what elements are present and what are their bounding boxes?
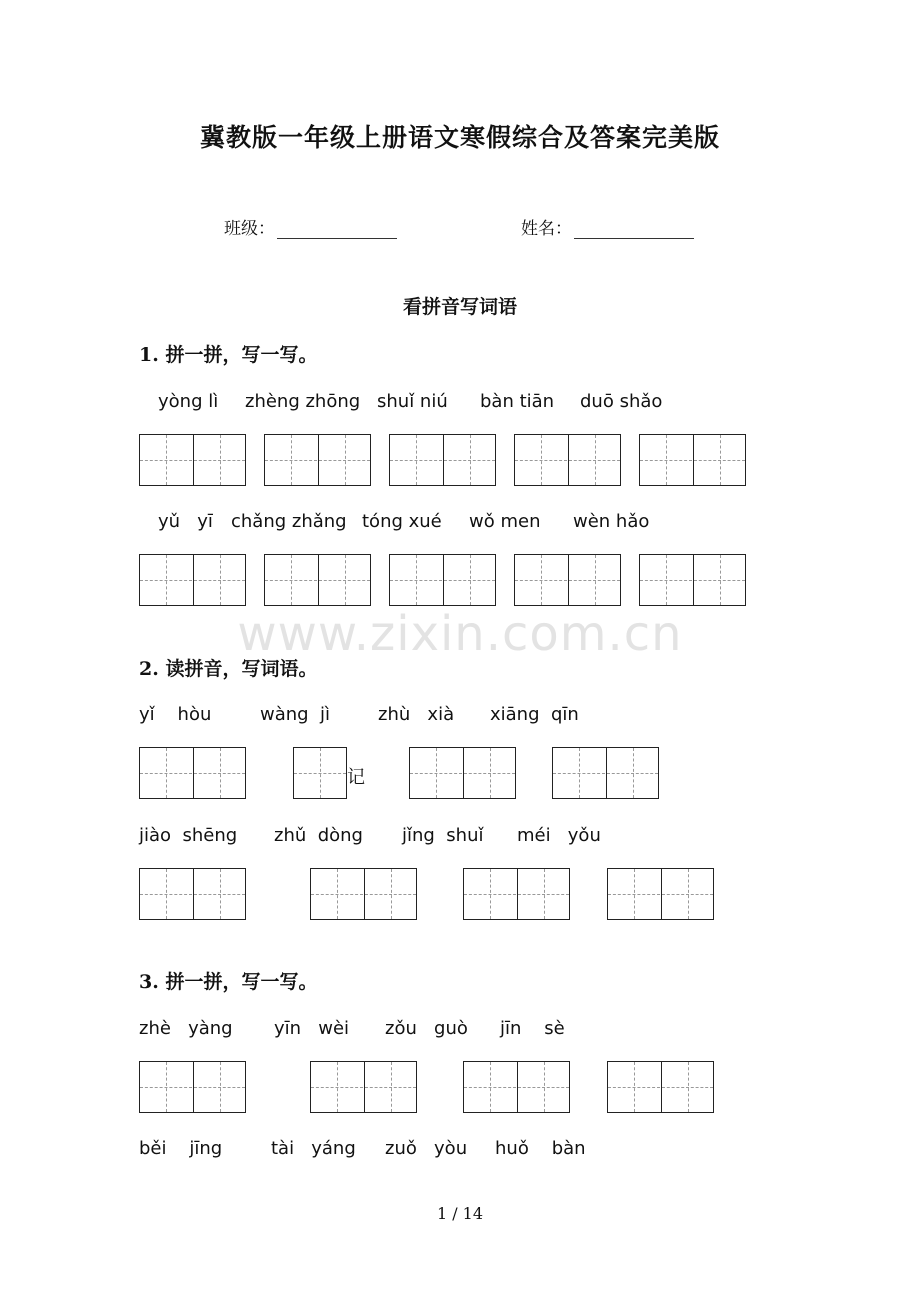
pinyin-label: chǎng zhǎng (231, 511, 347, 532)
pinyin-label: yǐ hòu (139, 704, 212, 725)
writing-box[interactable] (514, 434, 621, 486)
pinyin-label: méi yǒu (517, 825, 601, 846)
writing-box[interactable] (139, 868, 246, 920)
watermark: www.zixin.com.cn (237, 606, 683, 662)
writing-box[interactable] (463, 1061, 570, 1113)
pinyin-label: bàn tiān (480, 391, 555, 412)
writing-box[interactable] (514, 554, 621, 606)
pinyin-label: zǒu guò (385, 1018, 468, 1039)
pinyin-label: yīn wèi (274, 1018, 350, 1039)
writing-box[interactable] (639, 554, 746, 606)
writing-box[interactable] (310, 868, 417, 920)
writing-box[interactable] (607, 868, 714, 920)
pinyin-label: xiāng qīn (490, 704, 579, 725)
writing-box[interactable] (264, 434, 371, 486)
name-blank (574, 220, 694, 239)
class-field (224, 214, 397, 239)
writing-box[interactable] (310, 1061, 417, 1113)
pinyin-label: jiào shēng (139, 825, 238, 846)
writing-box[interactable] (293, 747, 347, 799)
pinyin-label: zhè yàng (139, 1018, 233, 1039)
pinyin-label: shuǐ niú (377, 391, 448, 412)
writing-box[interactable] (389, 554, 496, 606)
writing-box[interactable] (389, 434, 496, 486)
pinyin-label: zhù xià (378, 704, 455, 725)
pinyin-label: zhǔ dòng (274, 825, 363, 846)
pinyin-label: wǒ men (469, 511, 541, 532)
pinyin-label: tóng xué (362, 511, 442, 532)
writing-box[interactable] (463, 868, 570, 920)
writing-box[interactable] (552, 747, 659, 799)
writing-box[interactable] (639, 434, 746, 486)
pinyin-label: yòng lì (158, 391, 219, 412)
q2-heading: 2. 读拼音，写词语。 (139, 658, 318, 680)
pinyin-label: huǒ bàn (495, 1138, 586, 1159)
pinyin-label: zhèng zhōng (245, 391, 361, 412)
writing-box[interactable] (139, 434, 246, 486)
pinyin-label: wèn hǎo (573, 511, 650, 532)
pinyin-label: tài yáng (271, 1138, 356, 1159)
writing-box[interactable] (139, 554, 246, 606)
name-label: 姓名： (521, 219, 572, 239)
pinyin-label: zuǒ yòu (385, 1138, 468, 1159)
writing-box[interactable] (139, 747, 246, 799)
pinyin-label: yǔ yī (158, 511, 213, 532)
q1-heading: 1. 拼一拼，写一写。 (139, 344, 318, 366)
pinyin-label: wàng jì (260, 704, 331, 725)
writing-box[interactable] (409, 747, 516, 799)
pinyin-label: jǐng shuǐ (402, 825, 484, 846)
writing-box[interactable] (607, 1061, 714, 1113)
section-title: 看拼音写词语 (402, 296, 517, 318)
writing-box[interactable] (139, 1061, 246, 1113)
class-blank (277, 220, 397, 239)
pinyin-label: běi jīng (139, 1138, 223, 1159)
class-label: 班级： (224, 219, 275, 239)
q3-heading: 3. 拼一拼，写一写。 (139, 971, 318, 993)
pinyin-label: jīn sè (500, 1018, 565, 1039)
page-number: 1 / 14 (436, 1204, 484, 1223)
document-title: 冀教版一年级上册语文寒假综合及答案完美版 (199, 123, 720, 152)
writing-box[interactable] (264, 554, 371, 606)
name-field (521, 214, 694, 239)
given-character: 记 (347, 767, 365, 788)
pinyin-label: duō shǎo (580, 391, 663, 412)
